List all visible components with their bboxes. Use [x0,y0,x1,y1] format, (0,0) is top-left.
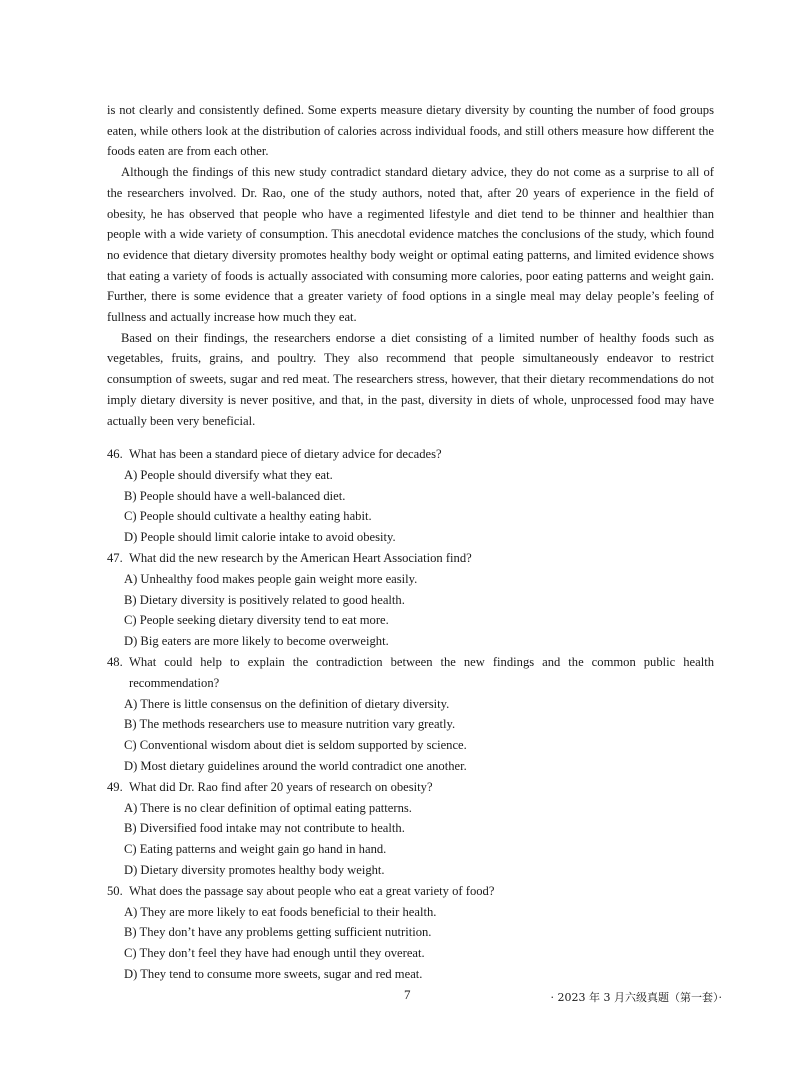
passage-paragraph-1: is not clearly and consistently defined. Some experts measure dietary diversity by counting the number of food groups eaten, while others look at the distribution of calories across individual foods, and still others measure how different the foods eaten are from each other. [107,103,714,159]
option-c: C) People should cultivate a healthy eating habit. [124,509,372,524]
question-50 [107,881,714,985]
question-48 [107,652,714,777]
question-47 [107,548,714,652]
passage-paragraph-3: Based on their findings, the researchers endorse a diet consisting of a limited number of healthy foods such as vegetables, fruits, grains, and poultry. They also recommend that people simultaneously endeavor to restrict consumption of sweets, sugar and red meat. The researchers stress, however, that their dietary recommendations do not imply dietary diversity is never positive, and that, in the past, diversity in diets of whole, unprocessed food may have actually been very beneficial. [107,330,714,428]
question-stem [107,548,714,569]
option-d: D) They tend to consume more sweets, sugar and red meat. [124,966,423,981]
question-number: 49. [107,779,123,794]
option-b: B) They don’t have any problems getting sufficient nutrition. [124,925,432,940]
reading-passage [107,100,714,431]
option-c: C) Eating patterns and weight gain go hand in hand. [124,842,387,857]
option-a: A) There is little consensus on the definition of dietary diversity. [124,696,450,711]
question-text: What did the new research by the American Heart Association find? [129,550,472,565]
question-text: What could help to explain the contradiction between the new findings and the common public health recommendation? [129,654,714,690]
option-a: A) There is no clear definition of optimal eating patterns. [124,800,412,815]
option-d: D) Big eaters are more likely to become overweight. [124,634,389,649]
option-c: C) Conventional wisdom about diet is seldom supported by science. [124,738,467,753]
question-46 [107,444,714,548]
passage-paragraph-2: Although the findings of this new study contradict standard dietary advice, they do not come as a surprise to all of the researchers involved. Dr. Rao, one of the study authors, noted that, after 20 years of experience in the field of obesity, he has observed that people who have a regimented lifestyle and diet tend to be thinner and healthier than people with a wide variety of consumption. This anecdotal evidence matches the conclusions of the study, which found no evidence that dietary diversity promotes healthy body weight or optimal eating patterns, and limited evidence shows that eating a variety of foods is actually associated with consuming more calories, poor eating patterns and weight gain. Further, there is some evidence that a greater variety of food options in a single meal may delay people’s feeling of fullness and actually increase how much they eat. [107,165,714,325]
option-b: B) The methods researchers use to measure nutrition vary greatly. [124,717,456,732]
question-number: 48. [107,654,123,669]
question-text: What does the passage say about people who eat a great variety of food? [129,883,495,898]
question-number: 46. [107,447,123,461]
question-text: What has been a standard piece of dietary advice for decades? [129,447,442,461]
question-stem [107,444,714,465]
question-number: 50. [107,883,123,898]
question-number: 47. [107,550,123,565]
page-number: 7 [404,987,411,1002]
question-text: What did Dr. Rao find after 20 years of research on obesity? [129,779,433,794]
exam-label: · 2023 年 3 月六级真题（第一套）· [550,991,722,1004]
option-d: D) Most dietary guidelines around the world contradict one another. [124,758,467,773]
option-b: B) Dietary diversity is positively related to good health. [124,592,405,607]
option-d: D) People should limit calorie intake to avoid obesity. [124,530,396,545]
option-a: A) Unhealthy food makes people gain weight more easily. [124,571,418,586]
option-a: A) People should diversify what they eat. [124,467,333,482]
option-a: A) They are more likely to eat foods beneficial to their health. [124,904,437,919]
option-d: D) Dietary diversity promotes healthy body weight. [124,862,385,877]
question-stem [107,881,714,902]
question-stem [107,777,714,798]
option-c: C) People seeking dietary diversity tend to eat more. [124,613,389,628]
option-c: C) They don’t feel they have had enough until they overeat. [124,946,425,961]
option-b: B) Diversified food intake may not contribute to health. [124,821,405,836]
question-49 [107,777,714,881]
question-list [107,444,714,985]
option-b: B) People should have a well-balanced diet. [124,488,346,503]
question-stem [107,652,714,694]
